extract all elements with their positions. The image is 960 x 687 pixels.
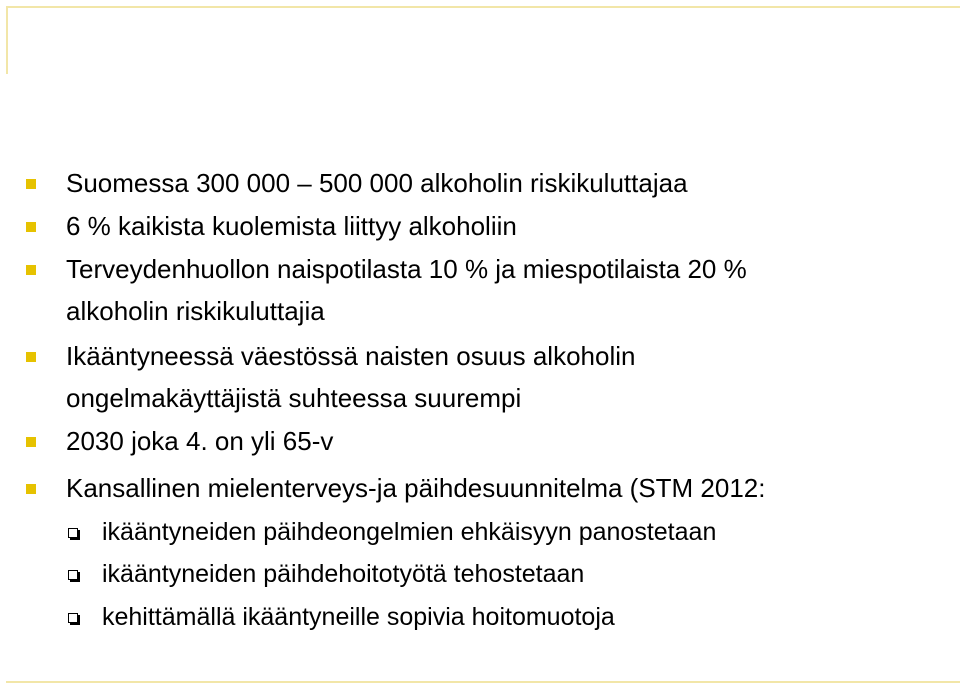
- list-item-text: alkoholin riskikuluttajia: [66, 296, 325, 326]
- hollow-square-icon: [68, 570, 78, 580]
- filled-square-icon: [26, 265, 36, 275]
- list-item-text: Kansallinen mielenterveys-ja päihdesuunnitelma (STM 2012:: [66, 473, 766, 503]
- list-item-text: 2030 joka 4. on yli 65-v: [66, 426, 334, 456]
- sub-list-item: [0, 596, 960, 638]
- list-item-text: Ikääntyneessä väestössä naisten osuus alkoholin: [66, 341, 636, 371]
- sub-list-item: [0, 511, 960, 553]
- list-item-text: 6 % kaikista kuolemista liittyy alkoholiin: [66, 211, 517, 241]
- list-item: [0, 420, 960, 462]
- sub-list-item-text: ikääntyneiden päihdeongelmien ehkäisyyn panostetaan: [102, 518, 717, 546]
- list-item-continuation: [0, 377, 960, 419]
- filled-square-icon: [26, 222, 36, 232]
- filled-square-icon: [26, 484, 36, 494]
- filled-square-icon: [26, 179, 36, 189]
- sub-list-item: [0, 553, 960, 595]
- list-item: [0, 335, 960, 377]
- list-item: [0, 248, 960, 290]
- list-item-text: Terveydenhuollon naispotilasta 10 % ja miespotilaista 20 %: [66, 254, 747, 284]
- hollow-square-icon: [68, 613, 78, 623]
- list-item-text: ongelmakäyttäjistä suhteessa suurempi: [66, 383, 522, 413]
- hollow-square-icon: [68, 528, 78, 538]
- list-item: [0, 205, 960, 247]
- list-item-continuation: [0, 290, 960, 332]
- list-item-text: Suomessa 300 000 – 500 000 alkoholin riskikuluttajaa: [66, 168, 688, 198]
- sub-list-item-text: ikääntyneiden päihdehoitotyötä tehostetaan: [102, 560, 585, 588]
- sub-list-item-text: kehittämällä ikääntyneille sopivia hoitomuotoja: [102, 603, 615, 631]
- list-item: [0, 467, 960, 509]
- list-item: [0, 162, 960, 204]
- filled-square-icon: [26, 437, 36, 447]
- filled-square-icon: [26, 352, 36, 362]
